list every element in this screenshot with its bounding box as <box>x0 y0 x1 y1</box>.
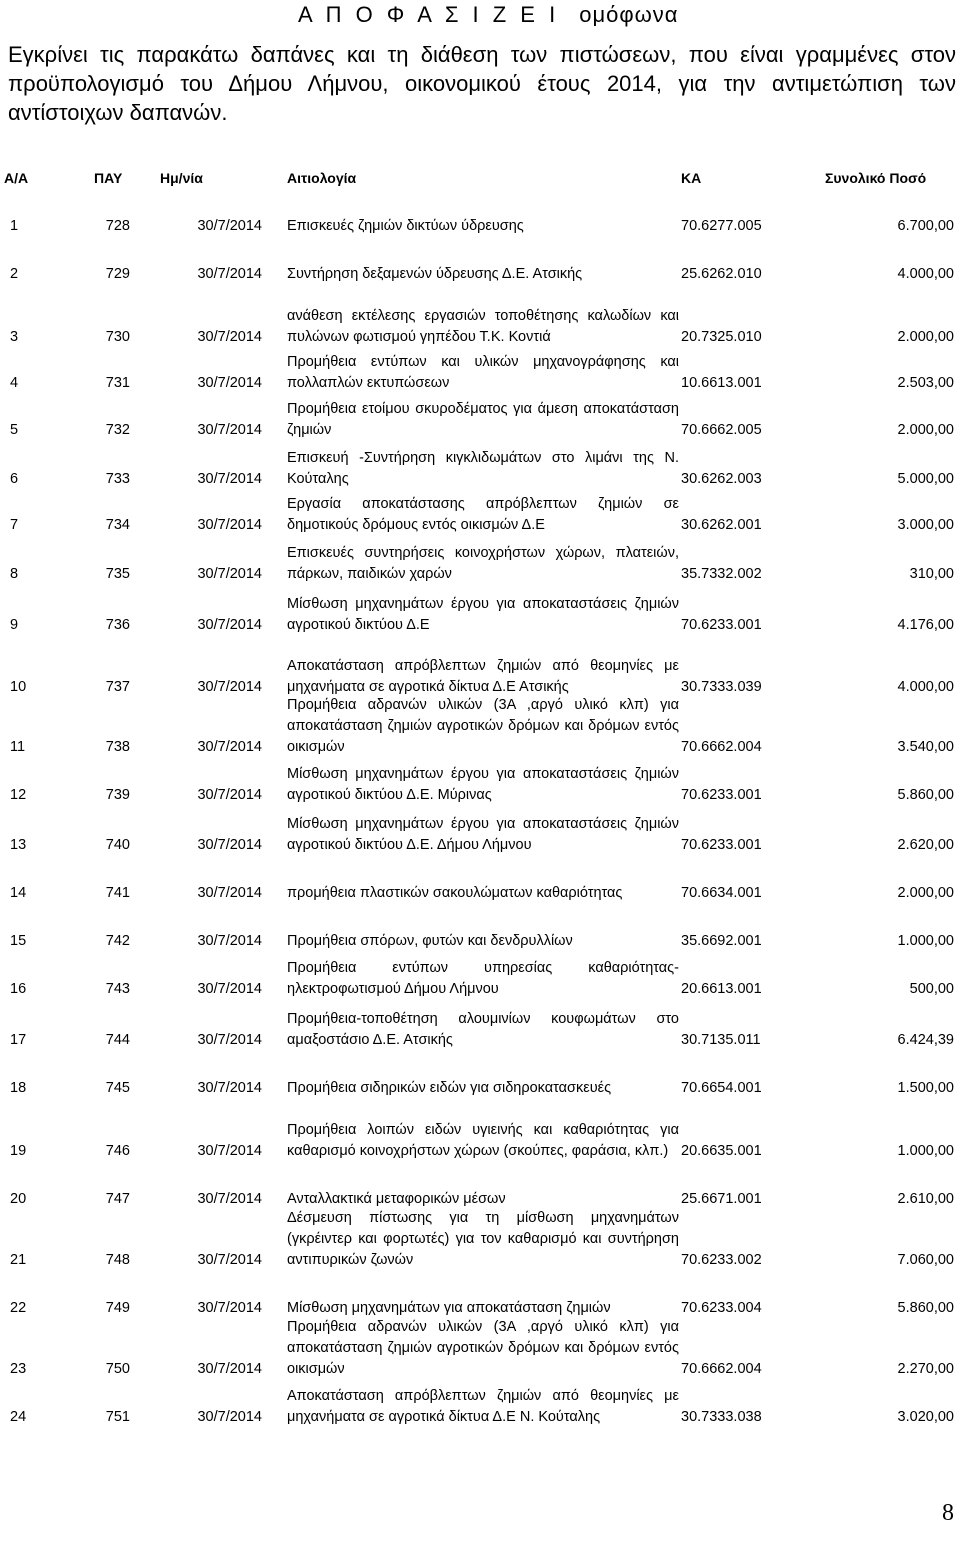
row-ka-code: 70.6233.001 <box>681 787 762 803</box>
row-pay: 748 <box>105 1252 130 1268</box>
row-amount: 5.860,00 <box>897 787 954 803</box>
row-pay: 730 <box>105 329 130 345</box>
row-ka-code: 25.6262.010 <box>681 266 762 282</box>
row-ka-code: 70.6277.005 <box>681 218 762 234</box>
row-pay: 738 <box>105 739 130 755</box>
row-date: 30/7/2014 <box>197 422 262 438</box>
row-number: 19 <box>10 1143 27 1159</box>
row-description: Αποκατάσταση απρόβλεπτων ζημιών από θεομηνίες με μηχανήματα σε αγροτικά δίκτυα Δ.Ε Ατσικής <box>287 658 679 695</box>
row-ka-code: 30.6262.003 <box>681 471 762 487</box>
row-date: 30/7/2014 <box>197 981 262 997</box>
row-ka-code: 70.6233.002 <box>681 1252 762 1268</box>
row-date: 30/7/2014 <box>197 1252 262 1268</box>
row-amount: 5.860,00 <box>897 1300 954 1316</box>
row-number: 23 <box>10 1361 27 1377</box>
row-pay: 743 <box>105 981 130 997</box>
row-date: 30/7/2014 <box>197 933 262 949</box>
row-pay: 733 <box>105 471 130 487</box>
row-amount: 1.000,00 <box>897 1143 954 1159</box>
header-pay: ΠΑΥ <box>94 170 123 186</box>
row-number: 15 <box>10 933 27 949</box>
row-pay: 745 <box>105 1080 130 1096</box>
header-ka: ΚΑ <box>681 170 702 186</box>
row-amount: 6.424,39 <box>897 1032 954 1048</box>
row-number: 20 <box>10 1191 27 1207</box>
row-amount: 4.000,00 <box>897 266 954 282</box>
row-ka-code: 25.6671.001 <box>681 1191 762 1207</box>
row-description: Προμήθεια εντύπων υπηρεσίας καθαριότητας-ηλεκτροφωτισμού Δήμου Λήμνου <box>287 960 679 997</box>
row-amount: 2.610,00 <box>897 1191 954 1207</box>
row-date: 30/7/2014 <box>197 787 262 803</box>
row-number: 4 <box>10 375 19 391</box>
row-number: 5 <box>10 422 19 438</box>
row-pay: 728 <box>105 218 130 234</box>
row-number: 7 <box>10 517 19 533</box>
row-amount: 1.000,00 <box>897 933 954 949</box>
row-description: Μίσθωση μηχανημάτων έργου για αποκαταστάσεις ζημιών αγροτικού δικτύου Δ.Ε. Μύρινας <box>287 766 679 803</box>
row-description: Προμήθεια αδρανών υλικών (3Α ,αργό υλικό κλπ) για αποκατάσταση ζημιών αγροτικών δρόμων και δρόμων εντός οικισμών <box>287 1319 679 1377</box>
row-date: 30/7/2014 <box>197 266 262 282</box>
row-date: 30/7/2014 <box>197 1191 262 1207</box>
row-number: 17 <box>10 1032 27 1048</box>
row-number: 8 <box>10 566 19 582</box>
row-pay: 747 <box>105 1191 130 1207</box>
row-ka-code: 20.6635.001 <box>681 1143 762 1159</box>
row-amount: 4.176,00 <box>897 617 954 633</box>
row-ka-code: 35.6692.001 <box>681 933 762 949</box>
row-ka-code: 20.7325.010 <box>681 329 762 345</box>
row-ka-code: 35.7332.002 <box>681 566 762 582</box>
row-pay: 751 <box>105 1409 130 1425</box>
row-amount: 3.000,00 <box>897 517 954 533</box>
row-date: 30/7/2014 <box>197 739 262 755</box>
row-ka-code: 70.6634.001 <box>681 885 762 901</box>
row-ka-code: 30.7333.038 <box>681 1409 762 1425</box>
row-date: 30/7/2014 <box>197 1409 262 1425</box>
row-date: 30/7/2014 <box>197 885 262 901</box>
row-date: 30/7/2014 <box>197 1080 262 1096</box>
row-description: Προμήθεια σιδηρικών ειδών για σιδηροκατασκευές <box>287 1080 612 1096</box>
row-description: Προμήθεια-τοποθέτηση αλουμινίων κουφωμάτων στο αμαξοστάσιο Δ.Ε. Ατσικής <box>287 1011 679 1048</box>
row-ka-code: 70.6233.001 <box>681 837 762 853</box>
row-description: Μίσθωση μηχανημάτων έργου για αποκαταστάσεις ζημιών αγροτικού δικτύου Δ.Ε. Δήμου Λήμνου <box>287 816 679 853</box>
row-ka-code: 70.6233.001 <box>681 617 762 633</box>
row-number: 14 <box>10 885 27 901</box>
row-description: προμήθεια πλαστικών σακουλώματων καθαριότητας <box>287 885 623 901</box>
row-pay: 739 <box>105 787 130 803</box>
row-description: Μίσθωση μηχανημάτων έργου για αποκαταστάσεις ζημιών αγροτικού δικτύου Δ.Ε <box>287 596 679 633</box>
row-number: 3 <box>10 329 19 345</box>
row-description: Επισκευή -Συντήρηση κιγκλιδωμάτων στο λιμάνι της Ν. Κούταλης <box>287 450 679 487</box>
row-pay: 740 <box>105 837 130 853</box>
row-description: Δέσμευση πίστωσης για τη μίσθωση μηχανημάτων (γκρέιντερ και φορτωτές) για τον καθαρισμό και συντήρηση αντιπυρικών ζωνών <box>287 1210 679 1268</box>
row-description: Προμήθεια λοιπών ειδών υγιεινής και καθαριότητας για καθαρισμό κοινοχρήστων χώρων (σκούπες, φαράσια, κλπ.) <box>287 1122 679 1159</box>
row-date: 30/7/2014 <box>197 566 262 582</box>
row-date: 30/7/2014 <box>197 471 262 487</box>
row-amount: 310,00 <box>909 566 954 582</box>
row-number: 13 <box>10 837 27 853</box>
row-number: 6 <box>10 471 19 487</box>
row-description: Συντήρηση δεξαμενών ύδρευσης Δ.Ε. Ατσικής <box>287 266 583 282</box>
row-date: 30/7/2014 <box>197 617 262 633</box>
row-number: 16 <box>10 981 27 997</box>
row-amount: 5.000,00 <box>897 471 954 487</box>
row-ka-code: 10.6613.001 <box>681 375 762 391</box>
row-amount: 6.700,00 <box>897 218 954 234</box>
row-date: 30/7/2014 <box>197 517 262 533</box>
row-pay: 732 <box>105 422 130 438</box>
row-number: 2 <box>10 266 19 282</box>
row-amount: 3.020,00 <box>897 1409 954 1425</box>
intro-paragraph: Εγκρίνει τις παρακάτω δαπάνες και τη διάθεση των πιστώσεων, που είναι γραμμένες στον προϋπολογισμό του Δήμου Λήμνου, οικονομικού έτους 2014, για την αντιμετώπιση των αντίστοιχων δαπανών. <box>8 42 956 125</box>
row-pay: 742 <box>105 933 130 949</box>
row-pay: 731 <box>105 375 130 391</box>
row-date: 30/7/2014 <box>197 1032 262 1048</box>
row-description: Μίσθωση μηχανημάτων για αποκατάσταση ζημιών <box>287 1300 611 1316</box>
row-description: Προμήθεια ετοίμου σκυροδέματος για άμεση αποκατάσταση ζημιών <box>287 401 679 438</box>
row-amount: 1.500,00 <box>897 1080 954 1096</box>
page-number: 8 <box>942 1500 954 1526</box>
row-number: 21 <box>10 1252 27 1268</box>
row-description: Προμήθεια σπόρων, φυτών και δενδρυλλίων <box>287 933 573 949</box>
row-ka-code: 20.6613.001 <box>681 981 762 997</box>
row-ka-code: 70.6233.004 <box>681 1300 762 1316</box>
row-pay: 749 <box>105 1300 130 1316</box>
row-amount: 2.000,00 <box>897 885 954 901</box>
row-pay: 729 <box>105 266 130 282</box>
row-description: Αποκατάσταση απρόβλεπτων ζημιών από θεομηνίες με μηχανήματα σε αγροτικά δίκτυα Δ.Ε Ν. Κούταλης <box>287 1388 679 1425</box>
row-date: 30/7/2014 <box>197 1361 262 1377</box>
row-amount: 500,00 <box>909 981 954 997</box>
header-desc: Αιτιολογία <box>287 170 357 186</box>
row-date: 30/7/2014 <box>197 837 262 853</box>
row-date: 30/7/2014 <box>197 679 262 695</box>
row-description: Επισκευές ζημιών δικτύων ύδρευσης <box>287 218 524 234</box>
row-number: 11 <box>10 739 26 755</box>
row-amount: 2.000,00 <box>897 422 954 438</box>
row-description: Εργασία αποκατάστασης απρόβλεπτων ζημιών σε δημοτικούς δρόμους εντός οικισμών Δ.Ε <box>287 496 679 533</box>
row-amount: 2.270,00 <box>897 1361 954 1377</box>
row-pay: 741 <box>105 885 130 901</box>
row-ka-code: 30.6262.001 <box>681 517 762 533</box>
row-number: 9 <box>10 617 19 633</box>
row-amount: 2.620,00 <box>897 837 954 853</box>
row-amount: 2.503,00 <box>897 375 954 391</box>
row-date: 30/7/2014 <box>197 1300 262 1316</box>
row-amount: 2.000,00 <box>897 329 954 345</box>
row-pay: 736 <box>105 617 130 633</box>
row-ka-code: 70.6654.001 <box>681 1080 762 1096</box>
row-number: 18 <box>10 1080 27 1096</box>
header-sum: Συνολικό Ποσό <box>825 170 927 186</box>
header-date: Ημ/νία <box>160 170 203 186</box>
row-pay: 734 <box>105 517 130 533</box>
row-pay: 746 <box>105 1143 130 1159</box>
row-pay: 735 <box>105 566 130 582</box>
row-ka-code: 70.6662.004 <box>681 739 762 755</box>
header-aa: Α/Α <box>4 170 29 186</box>
row-number: 10 <box>10 679 27 695</box>
row-description: Ανταλλακτικά μεταφορικών μέσων <box>287 1191 506 1207</box>
row-ka-code: 30.7333.039 <box>681 679 762 695</box>
heading-main: Α Π Ο Φ Α Σ Ι Ζ Ε Ι <box>298 2 560 27</box>
row-date: 30/7/2014 <box>197 1143 262 1159</box>
row-date: 30/7/2014 <box>197 375 262 391</box>
row-description: ανάθεση εκτέλεσης εργασιών τοποθέτησης καλωδίων και πυλώνων φωτισμού γηπέδου Τ.Κ. Κοντιά <box>287 308 679 345</box>
row-date: 30/7/2014 <box>197 329 262 345</box>
row-ka-code: 70.6662.005 <box>681 422 762 438</box>
row-amount: 3.540,00 <box>897 739 954 755</box>
row-amount: 7.060,00 <box>897 1252 954 1268</box>
row-amount: 4.000,00 <box>897 679 954 695</box>
row-number: 24 <box>10 1409 27 1425</box>
row-description: Προμήθεια εντύπων και υλικών μηχανογράφησης και πολλαπλών εκτυπώσεων <box>287 354 679 391</box>
row-number: 22 <box>10 1300 27 1316</box>
row-pay: 744 <box>105 1032 130 1048</box>
row-date: 30/7/2014 <box>197 218 262 234</box>
row-pay: 737 <box>105 679 130 695</box>
row-pay: 750 <box>105 1361 130 1377</box>
row-number: 1 <box>10 218 19 234</box>
row-description: Επισκευές συντηρήσεις κοινοχρήστων χώρων, πλατειών, πάρκων, παιδικών χαρών <box>287 545 679 582</box>
row-ka-code: 70.6662.004 <box>681 1361 762 1377</box>
row-ka-code: 30.7135.011 <box>681 1032 761 1048</box>
heading-sub: ομόφωνα <box>579 2 679 27</box>
row-description: Προμήθεια αδρανών υλικών (3Α ,αργό υλικό κλπ) για αποκατάσταση ζημιών αγροτικών δρόμων και δρόμων εντός οικισμών <box>287 697 679 755</box>
row-number: 12 <box>10 787 27 803</box>
